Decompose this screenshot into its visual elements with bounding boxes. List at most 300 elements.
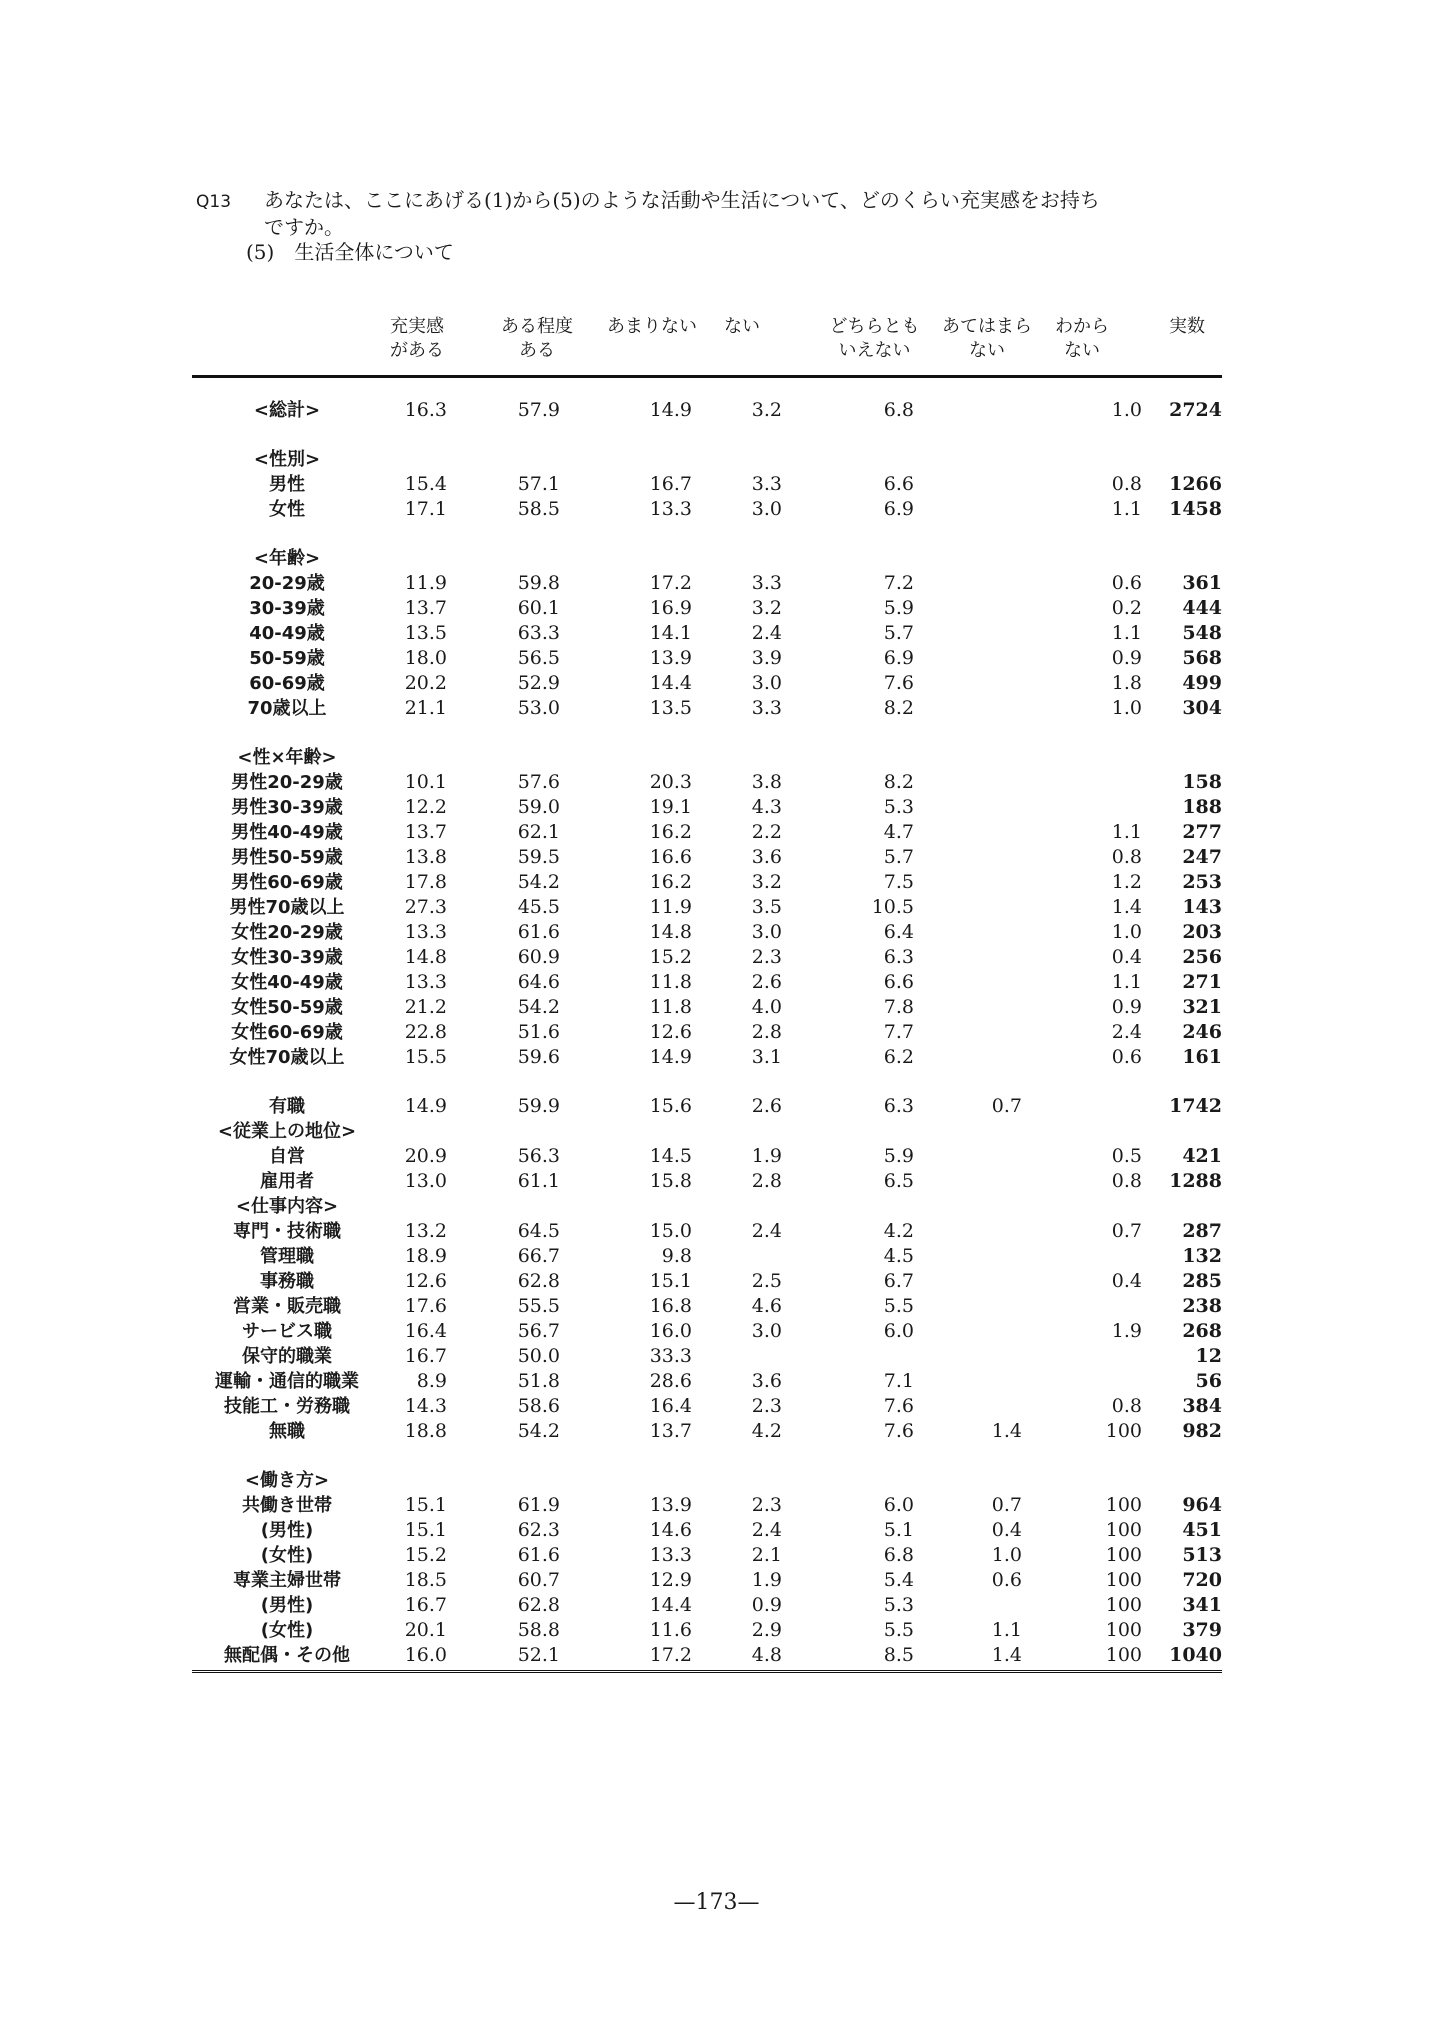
cell-col-4: 6.6 bbox=[883, 473, 914, 495]
cell-col-1: 58.5 bbox=[517, 498, 560, 520]
cell-col-0: 8.9 bbox=[416, 1370, 447, 1392]
cell-col-2: 11.8 bbox=[649, 971, 692, 993]
cell-col-3: 2.2 bbox=[751, 821, 782, 843]
cell-col-6: 0.4 bbox=[1111, 946, 1142, 968]
cell-col-7: 132 bbox=[1182, 1245, 1222, 1267]
cell-col-3: 2.3 bbox=[751, 1494, 782, 1516]
row-label: 無職 bbox=[269, 1421, 305, 1442]
header-col-2-line1: あまりない bbox=[607, 316, 697, 337]
cell-col-4: 6.3 bbox=[883, 946, 914, 968]
row-label: <従業上の地位> bbox=[217, 1121, 357, 1142]
row-label: 男性20-29歳 bbox=[231, 772, 343, 793]
cell-col-4: 6.9 bbox=[883, 647, 914, 669]
cell-col-7: 246 bbox=[1182, 1021, 1222, 1043]
cell-col-2: 16.0 bbox=[649, 1320, 692, 1342]
cell-col-0: 17.6 bbox=[404, 1295, 447, 1317]
cell-col-6: 100 bbox=[1105, 1644, 1142, 1666]
cell-col-2: 15.2 bbox=[649, 946, 692, 968]
cell-col-3: 4.6 bbox=[751, 1295, 782, 1317]
header-col-3 bbox=[707, 315, 777, 339]
table-row bbox=[192, 596, 1222, 621]
cell-col-7: 203 bbox=[1182, 921, 1222, 943]
cell-col-6: 0.8 bbox=[1111, 1395, 1142, 1417]
cell-col-4: 7.5 bbox=[883, 871, 914, 893]
row-label: 男性70歳以上 bbox=[229, 897, 345, 918]
cell-col-0: 16.7 bbox=[404, 1594, 447, 1616]
cell-col-0: 15.4 bbox=[404, 473, 447, 495]
cell-col-0: 13.7 bbox=[404, 597, 447, 619]
table-row bbox=[192, 621, 1222, 646]
cell-col-3: 3.5 bbox=[751, 896, 782, 918]
cell-col-0: 13.5 bbox=[404, 622, 447, 644]
cell-col-1: 53.0 bbox=[517, 697, 560, 719]
row-label: (男性) bbox=[260, 1595, 314, 1616]
table-row bbox=[192, 1394, 1222, 1419]
table-row bbox=[192, 795, 1222, 820]
cell-col-6: 1.4 bbox=[1111, 896, 1142, 918]
cell-col-3: 2.3 bbox=[751, 1395, 782, 1417]
cell-col-6: 0.8 bbox=[1111, 1170, 1142, 1192]
cell-col-3: 3.8 bbox=[751, 771, 782, 793]
cell-col-1: 64.5 bbox=[517, 1220, 560, 1242]
cell-col-6: 100 bbox=[1105, 1420, 1142, 1442]
cell-col-1: 52.1 bbox=[517, 1644, 560, 1666]
cell-col-2: 16.6 bbox=[649, 846, 692, 868]
cell-col-1: 60.7 bbox=[517, 1569, 560, 1591]
cell-col-4: 7.7 bbox=[883, 1021, 914, 1043]
cell-col-4: 5.4 bbox=[883, 1569, 914, 1591]
cell-col-0: 10.1 bbox=[404, 771, 447, 793]
cell-col-2: 14.9 bbox=[649, 1046, 692, 1068]
table-row bbox=[192, 1194, 1222, 1219]
cell-col-6: 0.9 bbox=[1111, 996, 1142, 1018]
cell-col-3: 1.9 bbox=[751, 1145, 782, 1167]
cell-col-1: 62.3 bbox=[517, 1519, 560, 1541]
cell-col-6: 0.2 bbox=[1111, 597, 1142, 619]
cell-col-3: 1.9 bbox=[751, 1569, 782, 1591]
row-label: 男性60-69歳 bbox=[231, 872, 343, 893]
table-row bbox=[192, 1468, 1222, 1493]
cell-col-4: 6.5 bbox=[883, 1170, 914, 1192]
cell-col-0: 15.1 bbox=[404, 1494, 447, 1516]
table-row bbox=[192, 820, 1222, 845]
cell-col-1: 59.9 bbox=[517, 1095, 560, 1117]
cell-col-7: 56 bbox=[1195, 1370, 1222, 1392]
cell-col-4: 5.9 bbox=[883, 1145, 914, 1167]
cell-col-2: 16.2 bbox=[649, 871, 692, 893]
cell-col-0: 15.2 bbox=[404, 1544, 447, 1566]
cell-col-6: 100 bbox=[1105, 1494, 1142, 1516]
cell-col-6: 100 bbox=[1105, 1569, 1142, 1591]
table-row bbox=[192, 1493, 1222, 1518]
cell-col-7: 444 bbox=[1182, 597, 1222, 619]
cell-col-7: 158 bbox=[1182, 771, 1222, 793]
cell-col-7: 161 bbox=[1182, 1046, 1222, 1068]
table-row bbox=[192, 1294, 1222, 1319]
cell-col-7: 499 bbox=[1182, 672, 1222, 694]
cell-col-5: 0.4 bbox=[991, 1519, 1022, 1541]
cell-col-1: 54.2 bbox=[517, 996, 560, 1018]
cell-col-4: 10.5 bbox=[871, 896, 914, 918]
header-col-1-line2: ある bbox=[519, 340, 555, 361]
row-label: 管理職 bbox=[260, 1246, 314, 1267]
cell-col-1: 54.2 bbox=[517, 1420, 560, 1442]
row-label: 40-49歳 bbox=[249, 623, 325, 644]
cell-col-4: 6.4 bbox=[883, 921, 914, 943]
cell-col-1: 52.9 bbox=[517, 672, 560, 694]
table-row bbox=[192, 1593, 1222, 1618]
cell-col-6: 1.2 bbox=[1111, 871, 1142, 893]
cell-col-7: 268 bbox=[1182, 1320, 1222, 1342]
question-text-line1: あなたは、ここにあげる(1)から(5)のような活動や生活について、どのくらい充実感をお持ち bbox=[264, 188, 1100, 212]
cell-col-2: 14.8 bbox=[649, 921, 692, 943]
cell-col-7: 379 bbox=[1182, 1619, 1222, 1641]
cell-col-1: 50.0 bbox=[517, 1345, 560, 1367]
row-label: 女性70歳以上 bbox=[229, 1047, 345, 1068]
cell-col-0: 20.9 bbox=[404, 1145, 447, 1167]
cell-col-2: 14.9 bbox=[649, 399, 692, 421]
row-label: (女性) bbox=[260, 1620, 314, 1641]
cell-col-6: 100 bbox=[1105, 1594, 1142, 1616]
table-row bbox=[192, 1618, 1222, 1643]
cell-col-6: 100 bbox=[1105, 1619, 1142, 1641]
cell-col-4: 5.5 bbox=[883, 1295, 914, 1317]
cell-col-7: 12 bbox=[1195, 1345, 1222, 1367]
cell-col-2: 16.7 bbox=[649, 473, 692, 495]
table-row bbox=[192, 1094, 1222, 1119]
header-col-0 bbox=[372, 315, 462, 363]
cell-col-3: 2.4 bbox=[751, 1220, 782, 1242]
cell-col-7: 188 bbox=[1182, 796, 1222, 818]
cell-col-2: 12.6 bbox=[649, 1021, 692, 1043]
cell-col-1: 55.5 bbox=[517, 1295, 560, 1317]
cell-col-1: 54.2 bbox=[517, 871, 560, 893]
cell-col-3: 4.0 bbox=[751, 996, 782, 1018]
cell-col-0: 20.1 bbox=[404, 1619, 447, 1641]
cell-col-4: 6.6 bbox=[883, 971, 914, 993]
header-col-4 bbox=[812, 315, 937, 363]
cell-col-0: 17.8 bbox=[404, 871, 447, 893]
row-label: <年齢> bbox=[253, 548, 321, 569]
header-col-3-line1: ない bbox=[724, 316, 760, 337]
cell-col-2: 13.3 bbox=[649, 498, 692, 520]
table-bottom-rule bbox=[192, 1670, 1222, 1679]
cell-col-3: 4.3 bbox=[751, 796, 782, 818]
table-row bbox=[192, 1568, 1222, 1593]
cell-col-1: 64.6 bbox=[517, 971, 560, 993]
cell-col-6: 100 bbox=[1105, 1544, 1142, 1566]
table-row bbox=[192, 745, 1222, 770]
cell-col-7: 1458 bbox=[1169, 498, 1222, 520]
cell-col-1: 61.1 bbox=[517, 1170, 560, 1192]
table-row bbox=[192, 1020, 1222, 1045]
cell-col-6: 1.1 bbox=[1111, 821, 1142, 843]
cell-col-1: 51.6 bbox=[517, 1021, 560, 1043]
header-col-0-line1: 充実感 bbox=[390, 316, 444, 337]
table-row bbox=[192, 646, 1222, 671]
cell-col-6: 1.0 bbox=[1111, 399, 1142, 421]
cell-col-2: 20.3 bbox=[649, 771, 692, 793]
row-label: 共働き世帯 bbox=[242, 1495, 332, 1516]
header-col-1 bbox=[482, 315, 592, 363]
cell-col-1: 63.3 bbox=[517, 622, 560, 644]
cell-col-7: 321 bbox=[1182, 996, 1222, 1018]
cell-col-0: 18.8 bbox=[404, 1420, 447, 1442]
row-label: 60-69歳 bbox=[249, 673, 325, 694]
row-label: サービス職 bbox=[242, 1321, 332, 1342]
cell-col-3: 3.6 bbox=[751, 846, 782, 868]
cell-col-5: 0.6 bbox=[991, 1569, 1022, 1591]
cell-col-2: 16.8 bbox=[649, 1295, 692, 1317]
table-row bbox=[192, 696, 1222, 721]
cell-col-7: 548 bbox=[1182, 622, 1222, 644]
header-col-1-line1: ある程度 bbox=[501, 316, 573, 337]
table-row bbox=[192, 995, 1222, 1020]
table-row bbox=[192, 546, 1222, 571]
cell-col-0: 13.3 bbox=[404, 921, 447, 943]
cell-col-7: 277 bbox=[1182, 821, 1222, 843]
cell-col-1: 61.9 bbox=[517, 1494, 560, 1516]
row-label: 営業・販売職 bbox=[233, 1296, 341, 1317]
cell-col-7: 238 bbox=[1182, 1295, 1222, 1317]
cell-col-0: 21.1 bbox=[404, 697, 447, 719]
table-body bbox=[192, 398, 1222, 1668]
table-row bbox=[192, 1643, 1222, 1668]
cell-col-1: 56.5 bbox=[517, 647, 560, 669]
cell-col-3: 4.8 bbox=[751, 1644, 782, 1666]
cell-col-7: 341 bbox=[1182, 1594, 1222, 1616]
cell-col-7: 720 bbox=[1182, 1569, 1222, 1591]
cell-col-0: 13.2 bbox=[404, 1220, 447, 1242]
row-label: <性×年齢> bbox=[237, 747, 337, 768]
cell-col-6: 1.1 bbox=[1111, 971, 1142, 993]
cell-col-3: 3.0 bbox=[751, 672, 782, 694]
cell-col-2: 13.7 bbox=[649, 1420, 692, 1442]
cell-col-3: 3.3 bbox=[751, 572, 782, 594]
cell-col-7: 247 bbox=[1182, 846, 1222, 868]
header-col-5-line1: あてはまら bbox=[942, 316, 1032, 337]
results-table bbox=[192, 315, 1222, 1679]
cell-col-1: 45.5 bbox=[517, 896, 560, 918]
header-col-2 bbox=[592, 315, 712, 339]
cell-col-3: 3.3 bbox=[751, 473, 782, 495]
table-row bbox=[192, 472, 1222, 497]
cell-col-0: 15.1 bbox=[404, 1519, 447, 1541]
table-row bbox=[192, 870, 1222, 895]
cell-col-1: 62.8 bbox=[517, 1270, 560, 1292]
cell-col-0: 18.0 bbox=[404, 647, 447, 669]
table-row bbox=[192, 945, 1222, 970]
cell-col-3: 2.5 bbox=[751, 1270, 782, 1292]
cell-col-0: 16.0 bbox=[404, 1644, 447, 1666]
table-row bbox=[192, 1269, 1222, 1294]
cell-col-2: 28.6 bbox=[649, 1370, 692, 1392]
cell-col-4: 5.3 bbox=[883, 1594, 914, 1616]
cell-col-4: 8.2 bbox=[883, 771, 914, 793]
cell-col-2: 13.3 bbox=[649, 1544, 692, 1566]
cell-col-3: 3.0 bbox=[751, 498, 782, 520]
cell-col-0: 20.2 bbox=[404, 672, 447, 694]
cell-col-2: 11.6 bbox=[649, 1619, 692, 1641]
cell-col-5: 1.4 bbox=[991, 1644, 1022, 1666]
cell-col-7: 568 bbox=[1182, 647, 1222, 669]
cell-col-4: 5.3 bbox=[883, 796, 914, 818]
table-row bbox=[192, 497, 1222, 522]
header-col-5 bbox=[932, 315, 1042, 363]
cell-col-6: 0.6 bbox=[1111, 572, 1142, 594]
cell-col-7: 1288 bbox=[1169, 1170, 1222, 1192]
page-number: —173— bbox=[673, 1890, 760, 1915]
row-label: 女性40-49歳 bbox=[231, 972, 343, 993]
cell-col-4: 7.6 bbox=[883, 1395, 914, 1417]
cell-col-7: 253 bbox=[1182, 871, 1222, 893]
cell-col-1: 58.6 bbox=[517, 1395, 560, 1417]
cell-col-4: 6.8 bbox=[883, 399, 914, 421]
cell-col-4: 5.1 bbox=[883, 1519, 914, 1541]
cell-col-2: 15.8 bbox=[649, 1170, 692, 1192]
row-label: 雇用者 bbox=[260, 1171, 314, 1192]
table-row bbox=[192, 920, 1222, 945]
cell-col-0: 18.9 bbox=[404, 1245, 447, 1267]
question-subtitle: (5) 生活全体について bbox=[246, 240, 454, 264]
row-label: <性別> bbox=[253, 449, 321, 470]
header-col-5-line2: ない bbox=[969, 340, 1005, 361]
cell-col-7: 982 bbox=[1182, 1420, 1222, 1442]
question-block bbox=[196, 188, 1256, 265]
cell-col-3: 3.1 bbox=[751, 1046, 782, 1068]
cell-col-6: 100 bbox=[1105, 1519, 1142, 1541]
row-label: 男性30-39歳 bbox=[231, 797, 343, 818]
cell-col-4: 7.2 bbox=[883, 572, 914, 594]
cell-col-0: 13.7 bbox=[404, 821, 447, 843]
cell-col-7: 256 bbox=[1182, 946, 1222, 968]
row-label: 30-39歳 bbox=[249, 598, 325, 619]
cell-col-3: 2.6 bbox=[751, 1095, 782, 1117]
cell-col-4: 7.6 bbox=[883, 672, 914, 694]
cell-col-4: 4.2 bbox=[883, 1220, 914, 1242]
cell-col-7: 1742 bbox=[1169, 1095, 1222, 1117]
row-label: 20-29歳 bbox=[249, 573, 325, 594]
table-row bbox=[192, 1518, 1222, 1543]
cell-col-6: 0.5 bbox=[1111, 1145, 1142, 1167]
cell-col-4: 6.2 bbox=[883, 1046, 914, 1068]
cell-col-3: 2.3 bbox=[751, 946, 782, 968]
row-label: 技能工・労務職 bbox=[224, 1396, 350, 1417]
cell-col-0: 13.3 bbox=[404, 971, 447, 993]
cell-col-1: 61.6 bbox=[517, 1544, 560, 1566]
cell-col-4: 5.9 bbox=[883, 597, 914, 619]
header-col-6 bbox=[1037, 315, 1127, 363]
table-row bbox=[192, 398, 1222, 423]
cell-col-1: 57.1 bbox=[517, 473, 560, 495]
cell-col-6: 0.4 bbox=[1111, 1270, 1142, 1292]
cell-col-2: 9.8 bbox=[661, 1245, 692, 1267]
cell-col-1: 62.1 bbox=[517, 821, 560, 843]
cell-col-4: 6.8 bbox=[883, 1544, 914, 1566]
cell-col-2: 11.8 bbox=[649, 996, 692, 1018]
cell-col-2: 17.2 bbox=[649, 572, 692, 594]
cell-col-4: 8.2 bbox=[883, 697, 914, 719]
cell-col-3: 2.1 bbox=[751, 1544, 782, 1566]
cell-col-0: 13.8 bbox=[404, 846, 447, 868]
cell-col-1: 62.8 bbox=[517, 1594, 560, 1616]
table-header bbox=[192, 315, 1222, 378]
row-label: 事務職 bbox=[260, 1271, 314, 1292]
cell-col-6: 0.9 bbox=[1111, 647, 1142, 669]
cell-col-1: 61.6 bbox=[517, 921, 560, 943]
question-text-line2: ですか。 bbox=[264, 215, 344, 239]
cell-col-3: 2.8 bbox=[751, 1021, 782, 1043]
cell-col-7: 964 bbox=[1182, 1494, 1222, 1516]
cell-col-1: 59.6 bbox=[517, 1046, 560, 1068]
cell-col-3: 3.2 bbox=[751, 871, 782, 893]
cell-col-2: 33.3 bbox=[649, 1345, 692, 1367]
row-label: 男性 bbox=[269, 474, 305, 495]
cell-col-1: 60.1 bbox=[517, 597, 560, 619]
cell-col-4: 7.8 bbox=[883, 996, 914, 1018]
cell-col-1: 60.9 bbox=[517, 946, 560, 968]
table-row bbox=[192, 1543, 1222, 1568]
row-label: 女性20-29歳 bbox=[231, 922, 343, 943]
table-row bbox=[192, 1045, 1222, 1070]
cell-col-3: 3.0 bbox=[751, 921, 782, 943]
row-label: 男性40-49歳 bbox=[231, 822, 343, 843]
cell-col-2: 16.4 bbox=[649, 1395, 692, 1417]
cell-col-0: 16.7 bbox=[404, 1345, 447, 1367]
cell-col-7: 421 bbox=[1182, 1145, 1222, 1167]
cell-col-4: 7.6 bbox=[883, 1420, 914, 1442]
cell-col-0: 14.9 bbox=[404, 1095, 447, 1117]
cell-col-2: 13.9 bbox=[649, 647, 692, 669]
cell-col-3: 2.6 bbox=[751, 971, 782, 993]
cell-col-2: 14.5 bbox=[649, 1145, 692, 1167]
cell-col-2: 14.1 bbox=[649, 622, 692, 644]
cell-col-5: 1.4 bbox=[991, 1420, 1022, 1442]
table-row bbox=[192, 1419, 1222, 1444]
cell-col-7: 287 bbox=[1182, 1220, 1222, 1242]
cell-col-1: 59.0 bbox=[517, 796, 560, 818]
row-label: 70歳以上 bbox=[247, 698, 327, 719]
row-label: 専門・技術職 bbox=[233, 1221, 341, 1242]
cell-col-6: 1.1 bbox=[1111, 498, 1142, 520]
cell-col-4: 4.5 bbox=[883, 1245, 914, 1267]
cell-col-7: 1040 bbox=[1169, 1644, 1222, 1666]
table-row bbox=[192, 845, 1222, 870]
cell-col-1: 57.6 bbox=[517, 771, 560, 793]
table-row bbox=[192, 1119, 1222, 1144]
cell-col-6: 0.7 bbox=[1111, 1220, 1142, 1242]
cell-col-6: 0.8 bbox=[1111, 473, 1142, 495]
row-label: 専業主婦世帯 bbox=[233, 1570, 341, 1591]
cell-col-0: 16.3 bbox=[404, 399, 447, 421]
cell-col-6: 1.0 bbox=[1111, 921, 1142, 943]
cell-col-3: 2.4 bbox=[751, 1519, 782, 1541]
cell-col-7: 285 bbox=[1182, 1270, 1222, 1292]
cell-col-2: 14.4 bbox=[649, 1594, 692, 1616]
table-row bbox=[192, 1219, 1222, 1244]
cell-col-2: 12.9 bbox=[649, 1569, 692, 1591]
cell-col-5: 1.0 bbox=[991, 1544, 1022, 1566]
cell-col-0: 17.1 bbox=[404, 498, 447, 520]
cell-col-0: 12.2 bbox=[404, 796, 447, 818]
cell-col-7: 271 bbox=[1182, 971, 1222, 993]
cell-col-0: 14.8 bbox=[404, 946, 447, 968]
table-row bbox=[192, 1319, 1222, 1344]
cell-col-7: 513 bbox=[1182, 1544, 1222, 1566]
cell-col-1: 58.8 bbox=[517, 1619, 560, 1641]
cell-col-1: 59.5 bbox=[517, 846, 560, 868]
table-row bbox=[192, 770, 1222, 795]
